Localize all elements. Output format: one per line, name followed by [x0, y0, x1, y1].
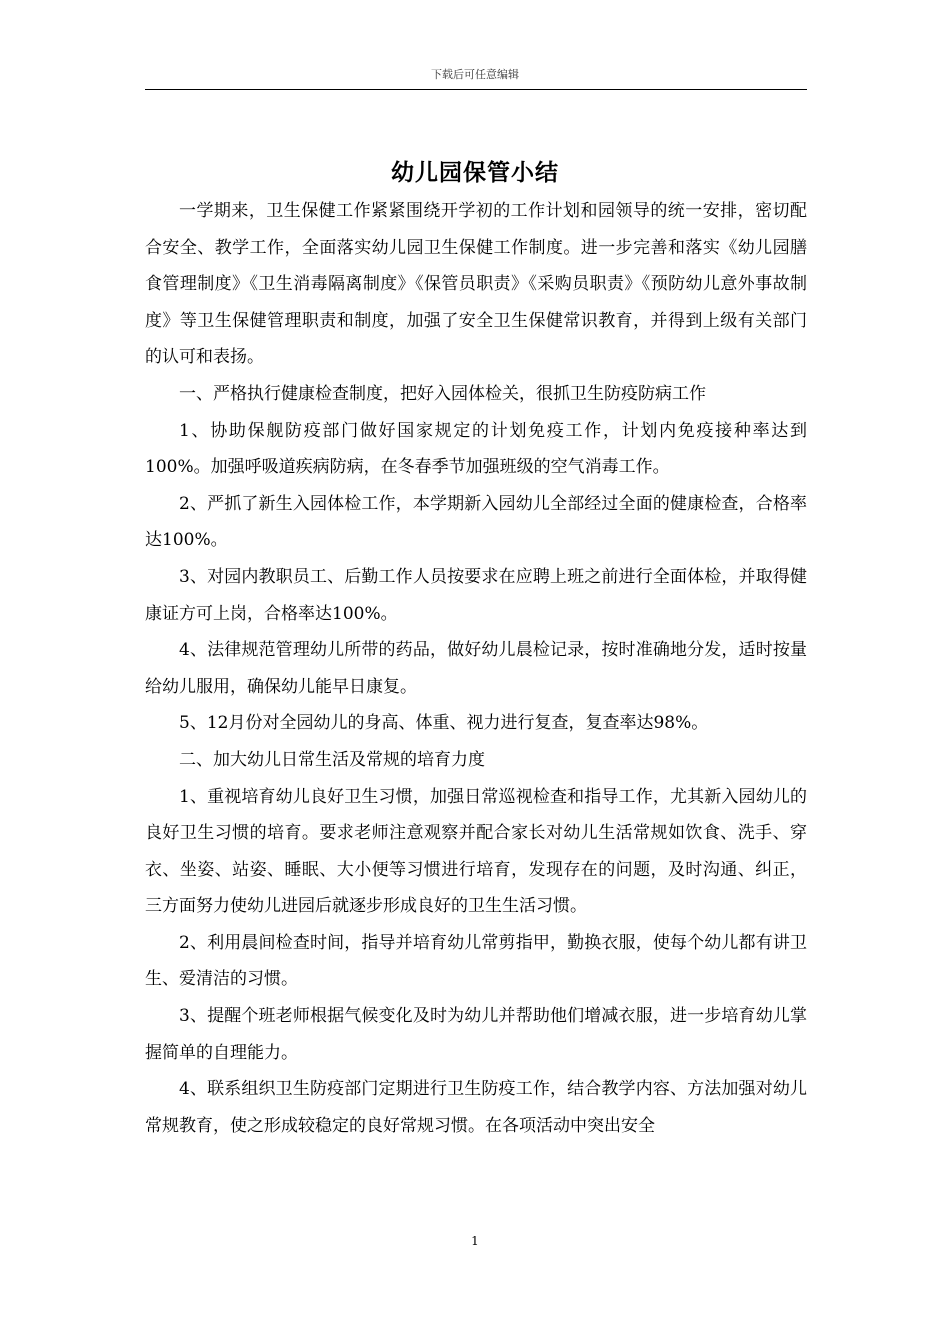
- paragraph-2-1: 1、重视培育幼儿良好卫生习惯，加强日常巡视检查和指导工作，尤其新入园幼儿的良好卫生习惯的培育。要求老师注意观察并配合家长对幼儿生活常规如饮食、洗手、穿衣、坐姿、站姿、睡眠、大小便等习惯进行培育，发现存在的问题，及时沟通、纠正，三方面努力使幼儿进园后就逐步形成良好的卫生生活习惯。: [145, 786, 807, 917]
- page-header-note: 下载后可任意编辑: [431, 68, 519, 81]
- paragraph-1-3: 3、对园内教职员工、后勤工作人员按要求在应聘上班之前进行全面体检，并取得健康证方可上岗，合格率达100%。: [145, 566, 807, 624]
- paragraph-2-2: 2、利用晨间检查时间，指导并培育幼儿常剪指甲，勤换衣服，使每个幼儿都有讲卫生、爱清洁的习惯。: [145, 932, 807, 990]
- document-title: 幼儿园保管小结: [391, 159, 559, 186]
- intro-paragraph: 一学期来，卫生保健工作紧紧围绕开学初的工作计划和园领导的统一安排，密切配合安全、教学工作，全面落实幼儿园卫生保健工作制度。进一步完善和落实《幼儿园膳食管理制度》《卫生消毒隔离制度》《保管员职责》《采购员职责》《预防幼儿意外事故制度》等卫生保健管理职责和制度，加强了安全卫生保健常识教育，并得到上级有关部门的认可和表扬。: [145, 201, 807, 368]
- paragraph-2-4: 4、联系组织卫生防疫部门定期进行卫生防疫工作，结合教学内容、方法加强对幼儿常规教育，使之形成较稳定的良好常规习惯。在各项活动中突出安全: [145, 1079, 807, 1136]
- paragraph-1-2: 2、严抓了新生入园体检工作，本学期新入园幼儿全部经过全面的健康检查，合格率达100%。: [145, 493, 807, 551]
- paragraph-1-4: 4、法律规范管理幼儿所带的药品，做好幼儿晨检记录，按时准确地分发，适时按量给幼儿服用，确保幼儿能早日康复。: [145, 640, 807, 697]
- section-heading-2: 二、加大幼儿日常生活及常规的培育力度: [179, 749, 485, 770]
- paragraph-1-1: 1、协助保舰防疫部门做好国家规定的计划免疫工作，计划内免疫接种率达到100%。加强呼吸道疾病防病，在冬春季节加强班级的空气消毒工作。: [145, 420, 807, 478]
- paragraph-2-3: 3、提醒个班老师根据气候变化及时为幼儿并帮助他们增减衣服，进一步培育幼儿掌握简单的自理能力。: [145, 1006, 807, 1063]
- page-number: 1: [471, 1234, 479, 1248]
- header-divider: [145, 89, 807, 90]
- document-body: [145, 193, 807, 1144]
- section-heading-1: 一、严格执行健康检查制度，把好入园体检关，很抓卫生防疫防病工作: [179, 383, 706, 404]
- paragraph-1-5: 5、12月份对全园幼儿的身高、体重、视力进行复查，复查率达98%。: [179, 713, 709, 734]
